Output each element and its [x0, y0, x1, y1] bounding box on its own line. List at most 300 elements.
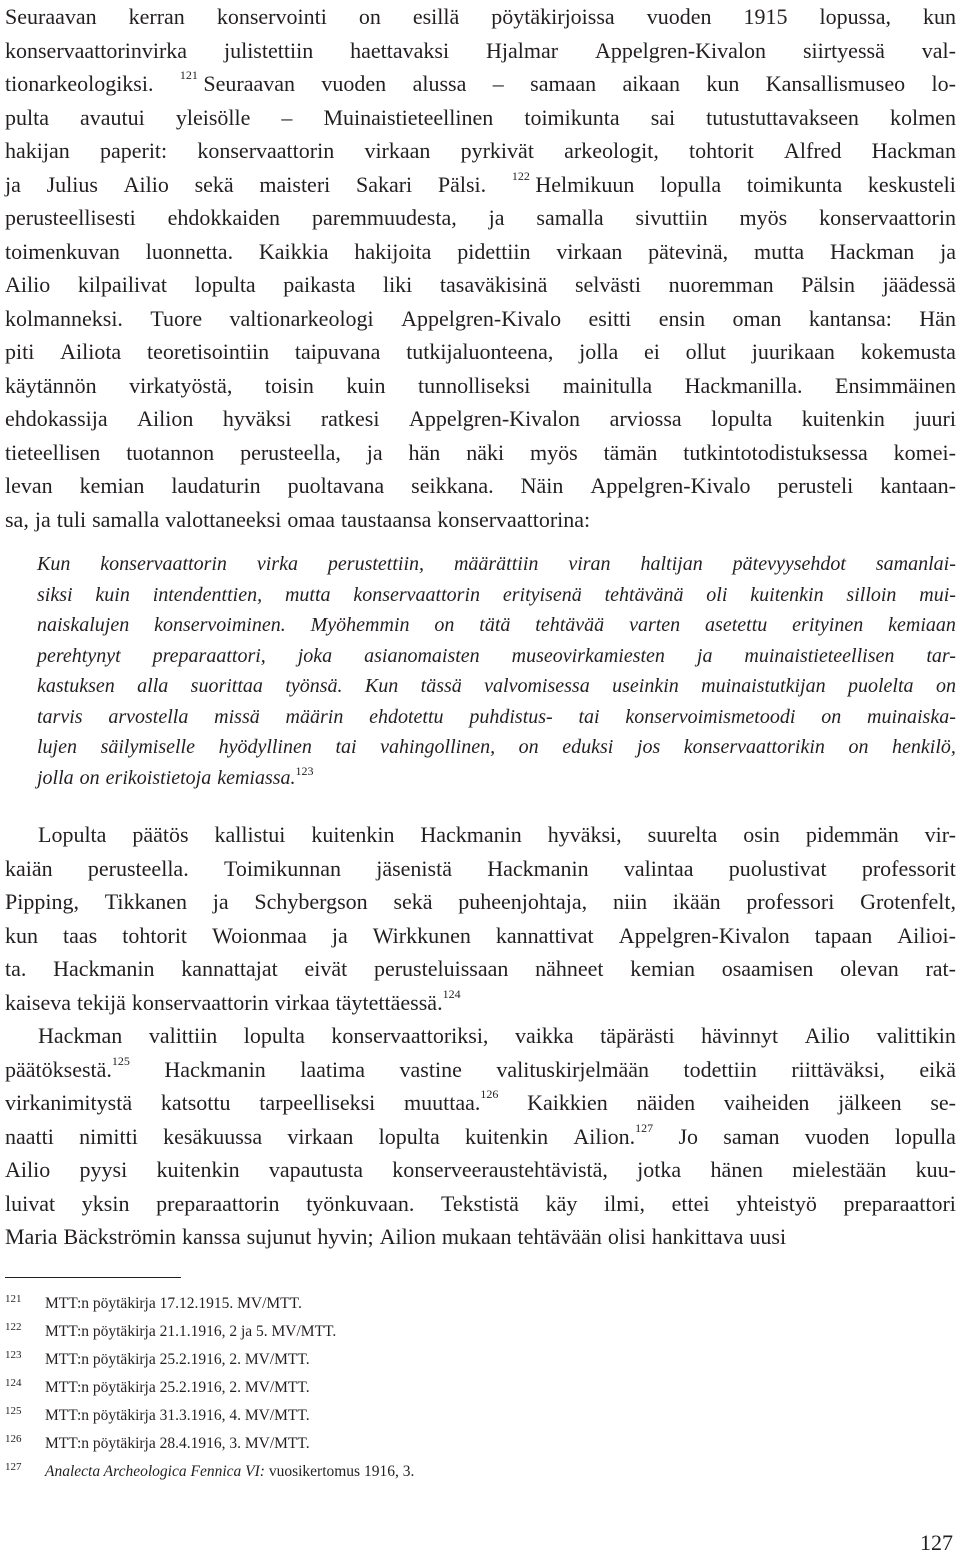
- word: virkanimitystä: [5, 1090, 133, 1115]
- word: valituskirjelmään: [496, 1056, 650, 1082]
- text-line: [5, 369, 956, 403]
- word: tar-: [926, 644, 956, 667]
- text-line: [37, 610, 956, 641]
- word: eivät: [304, 956, 348, 981]
- word: Bäckströmin: [63, 1224, 176, 1249]
- word: on: [434, 614, 455, 636]
- word: kun: [5, 922, 38, 948]
- word: selvästi: [574, 272, 641, 297]
- word: perusteli: [777, 473, 854, 498]
- word: sekä: [194, 171, 234, 197]
- paragraph-2-and-3: [5, 818, 956, 1254]
- word: tunnolliseksi: [417, 372, 531, 398]
- word: mutta: [754, 238, 805, 264]
- word: sujunut: [246, 1224, 312, 1249]
- word: Hackman: [829, 238, 915, 264]
- word: –: [492, 71, 504, 96]
- word: Toimikunnan: [223, 855, 341, 881]
- word: muuttaa.$^{126}$: [404, 1087, 499, 1115]
- word: julistettiin: [223, 37, 314, 63]
- word: jälkeen: [838, 1090, 902, 1115]
- word: kuin: [95, 583, 130, 606]
- word: silloin: [846, 583, 897, 606]
- text-line: [5, 986, 956, 1020]
- text-line: [5, 1086, 956, 1120]
- word: virkaan: [364, 138, 431, 163]
- word: Appelgren-Kivalo: [590, 473, 751, 498]
- text-line: [5, 34, 956, 68]
- word: mainitulla: [562, 372, 653, 398]
- word: kannattajat: [181, 956, 278, 981]
- footnote: [5, 1374, 905, 1402]
- word: Hackmanilla.: [684, 372, 803, 398]
- footnote: [5, 1290, 905, 1318]
- word: samalla: [536, 205, 604, 230]
- word: mukaan: [441, 1224, 512, 1249]
- footnote-text: MTT:n pöytäkirja 25.2.1916, 2. MV/MTT.: [45, 1379, 310, 1396]
- word: samaan: [530, 71, 597, 96]
- word: kastuksen: [37, 675, 115, 697]
- word: Kaikkien: [527, 1090, 608, 1115]
- text-line: [5, 1019, 956, 1053]
- word: tai: [578, 705, 600, 728]
- word: aikaan: [622, 71, 680, 96]
- word: keskusteli: [867, 171, 956, 197]
- word: Hackmanin: [420, 822, 522, 847]
- word: pyrkivät: [460, 138, 534, 163]
- text-line: [5, 134, 956, 168]
- word: hyödyllinen: [218, 736, 312, 758]
- word: perustettiin,: [327, 553, 425, 575]
- word: kemiassa.$^{123}$: [217, 763, 314, 789]
- word: lopulla: [894, 1123, 956, 1149]
- word: Hackmanin: [164, 1056, 266, 1082]
- word: kolmen: [889, 104, 956, 130]
- word: Tekstistä: [441, 1190, 519, 1216]
- text-line: [5, 67, 956, 101]
- word: jolla: [579, 339, 619, 364]
- word: kannattivat: [495, 922, 594, 948]
- word: hakijan: [5, 138, 70, 163]
- word: konservaattorin: [819, 205, 956, 230]
- word: intendenttien,: [152, 583, 263, 606]
- word: samalla: [92, 506, 160, 532]
- word: toimikunta: [746, 171, 843, 197]
- word: kuin: [346, 372, 386, 398]
- word: alla: [137, 675, 169, 697]
- word: konservaattorikin: [683, 736, 825, 758]
- word: suurelta: [647, 822, 718, 847]
- word: arviossa: [609, 406, 682, 431]
- word: konservaattorin: [100, 553, 227, 575]
- word: Ailioi-: [897, 922, 956, 948]
- word: ensin: [658, 305, 706, 331]
- word: vahingollinen,: [380, 736, 496, 758]
- word: Tikkanen: [104, 889, 188, 914]
- word: tarvis: [37, 705, 83, 728]
- word: Seuraavan: [5, 4, 97, 29]
- text-line: [37, 763, 956, 794]
- word: puheenjohtaja,: [458, 889, 588, 914]
- footnote: [5, 1458, 905, 1486]
- word: kuitenkin: [750, 583, 824, 606]
- text-line: [5, 201, 956, 235]
- word: useinkin: [612, 675, 679, 697]
- text-line: [5, 302, 956, 336]
- word: esitti: [588, 305, 632, 331]
- word: ja: [34, 506, 51, 532]
- word: kemian: [79, 473, 145, 498]
- word: tutkijaluonteena,: [406, 339, 554, 364]
- text-line: [5, 952, 956, 986]
- word: paremmuudesta,: [311, 205, 457, 230]
- word: kilpailivat: [77, 272, 168, 297]
- footnote-separator: [5, 1277, 181, 1278]
- word: yksin: [81, 1190, 130, 1216]
- word: valintaa: [623, 855, 694, 881]
- word: ollut: [685, 339, 727, 364]
- word: hyväksi: [222, 406, 292, 431]
- word: $^{121}$ Seuraavan: [179, 68, 296, 96]
- word: valtionarkeologi: [229, 305, 374, 331]
- word: eduksi: [562, 736, 614, 758]
- word: vuoden: [804, 1123, 870, 1149]
- word: tuli: [56, 506, 87, 532]
- word: muinaistutkijan: [701, 675, 826, 697]
- word: Appelgren-Kivalo: [401, 305, 562, 331]
- word: teoretisointiin: [146, 339, 270, 364]
- word: tutustuttavakseen: [706, 104, 859, 130]
- word: virka: [256, 553, 298, 575]
- word: Julius: [46, 171, 98, 197]
- word: oman: [732, 305, 782, 331]
- word: hyväksi,: [547, 822, 622, 847]
- word: käy: [545, 1190, 578, 1216]
- word: pätevyysehdot: [732, 553, 846, 575]
- footnote-italic-title: Analecta Archeologica Fennica VI:: [45, 1463, 265, 1480]
- word: hänen: [710, 1157, 763, 1182]
- word: Appelgren-Kivalon: [409, 406, 581, 431]
- block-quote: [37, 549, 956, 793]
- word: mui-: [919, 583, 956, 606]
- word: puolustivat: [728, 855, 827, 881]
- word: Ailion.$^{127}$: [573, 1120, 654, 1149]
- footnote-rest: vuosikertomus 1916, 3.: [264, 1463, 415, 1480]
- word: saman: [723, 1123, 780, 1149]
- word: paikasta: [283, 272, 356, 297]
- word: erikoistietoja: [105, 766, 212, 789]
- word: ilmi,: [604, 1190, 645, 1216]
- footnote: [5, 1346, 905, 1374]
- word: toimenkuvan: [5, 238, 120, 264]
- word: konservaattorinvirka: [5, 37, 188, 63]
- footnote-number: 123: [5, 1349, 22, 1361]
- word: arvostella: [108, 705, 189, 728]
- word: omaa: [287, 506, 335, 532]
- word: tehtävänä: [604, 583, 684, 606]
- word: seikkana.: [411, 473, 494, 498]
- word: 1915: [743, 4, 788, 29]
- word: kun: [706, 71, 740, 96]
- footnote-text: MTT:n pöytäkirja 21.1.1916, 2 ja 5. MV/MTT.: [45, 1323, 337, 1340]
- word: val-: [921, 37, 956, 63]
- word: jolla: [37, 766, 74, 789]
- word: Lopulta: [38, 822, 107, 847]
- footnote: [5, 1318, 905, 1346]
- word: ratkesi: [320, 406, 380, 431]
- word: perehtynyt: [37, 644, 121, 667]
- word: kerran: [128, 4, 185, 29]
- word: on: [79, 766, 100, 789]
- word: ei: [644, 339, 660, 364]
- word: kuitenkin: [801, 406, 885, 431]
- footnote-number: 121: [5, 1293, 22, 1305]
- word: lo-: [931, 71, 956, 96]
- word: ja: [5, 171, 21, 197]
- footnote-number: 122: [5, 1321, 22, 1333]
- word: riittäväksi,: [791, 1056, 885, 1082]
- word: pulta: [5, 104, 49, 130]
- word: vuoden: [646, 4, 712, 29]
- text-line: [5, 1153, 956, 1187]
- word: Hän: [919, 305, 956, 331]
- word: hankittava: [651, 1224, 744, 1249]
- word: jotka: [637, 1157, 682, 1182]
- text-line: [37, 671, 956, 702]
- word: –: [281, 104, 293, 130]
- word: virkatyöstä,: [129, 372, 233, 398]
- word: lopulla: [660, 171, 722, 197]
- word: Kansallismuseo: [765, 71, 906, 96]
- word: konservaattoriksi,: [331, 1023, 489, 1048]
- word: ja: [331, 922, 348, 948]
- word: nimitti: [79, 1123, 138, 1149]
- word: kuitenkin: [465, 1123, 549, 1149]
- word: tässä: [420, 675, 462, 697]
- word: Ailio: [5, 1157, 51, 1182]
- word: Tuore: [150, 305, 203, 331]
- word: säilymiselle: [100, 736, 195, 758]
- word: tuotannon: [126, 439, 215, 465]
- word: konservoimismetoodi: [625, 705, 796, 728]
- word: valittiin: [148, 1023, 218, 1048]
- word: hakijoita: [354, 238, 432, 264]
- word: valittikin: [876, 1023, 956, 1048]
- text-line: [5, 235, 956, 269]
- text-line: [5, 0, 956, 34]
- word: Wirkkunen: [372, 922, 471, 948]
- word: tionarkeologiksi.: [5, 71, 154, 96]
- word: on: [821, 705, 842, 728]
- word: Pälsi.: [437, 171, 487, 197]
- word: kallistui: [214, 822, 286, 847]
- word: tohtorit: [122, 922, 188, 948]
- word: Muinaistieteellinen: [323, 104, 494, 130]
- word: tohtorit: [689, 138, 754, 163]
- text-line: [5, 268, 956, 302]
- word: Ailion: [137, 406, 194, 431]
- word: konservaattorin: [131, 989, 269, 1015]
- word: rat-: [925, 956, 956, 981]
- word: päätös: [132, 822, 189, 847]
- text-line: [5, 101, 956, 135]
- word: kaiseva: [5, 989, 71, 1015]
- word: professorit: [861, 855, 956, 881]
- word: vir-: [924, 822, 956, 847]
- text-line: [5, 919, 956, 953]
- word: käytännön: [5, 372, 97, 398]
- word: kokemusta: [860, 339, 956, 364]
- footnote-number: 125: [5, 1405, 22, 1417]
- word: Ailion: [379, 1224, 436, 1249]
- word: perusteluissaan: [373, 956, 509, 981]
- word: perusteella,: [240, 439, 341, 465]
- word: juuri: [914, 406, 956, 431]
- text-line: [5, 852, 956, 886]
- word: luonnetta.: [145, 238, 234, 264]
- text-line: [5, 168, 956, 202]
- word: Ailio: [5, 272, 51, 297]
- word: kanssa: [181, 1224, 241, 1249]
- word: Hackmanin: [53, 956, 155, 981]
- footnote-number: 126: [5, 1433, 22, 1445]
- word: yhteistyö: [736, 1190, 817, 1216]
- word: osin: [743, 822, 780, 847]
- word: tieteellisen: [5, 439, 101, 465]
- footnote-number: 127: [5, 1461, 22, 1473]
- word: taipuvana: [294, 339, 381, 364]
- word: Hackman: [871, 138, 956, 163]
- word: levan: [5, 473, 53, 498]
- text-line: [37, 549, 956, 580]
- word: siksi: [37, 583, 73, 606]
- word: puolelta: [848, 675, 914, 697]
- page-number: 127: [920, 1530, 953, 1555]
- word: Hackmanin: [487, 855, 589, 881]
- word: konservoiminen.: [154, 614, 286, 636]
- word: perusteella.: [87, 855, 189, 881]
- word: ehdokassija: [5, 406, 108, 431]
- word: preparaattorin: [156, 1190, 280, 1216]
- word: myös: [529, 439, 578, 465]
- word: naiskalujen: [37, 614, 130, 636]
- word: konservaattorina:: [437, 506, 591, 532]
- word: professori: [746, 889, 835, 914]
- word: $^{122}$ Helmikuun: [511, 168, 635, 197]
- word: lopulta: [243, 1023, 305, 1048]
- text-line: [37, 641, 956, 672]
- word: Hjalmar: [485, 37, 559, 63]
- word: asianomaisten: [364, 644, 480, 667]
- word: määrin: [285, 705, 344, 728]
- word: paperit:: [99, 138, 168, 163]
- word: tämän: [603, 439, 658, 465]
- word: täytettäessä.$^{124}$: [335, 986, 461, 1015]
- word: muinaistieteellisen: [744, 644, 895, 667]
- footnote-number: 124: [5, 1377, 22, 1389]
- word: Appelgren-Kivalon: [618, 922, 790, 948]
- word: ja: [488, 205, 505, 230]
- word: Kaikkia: [258, 238, 329, 264]
- word: tasaväkisinä: [439, 272, 548, 297]
- word: henkilö,: [892, 736, 956, 758]
- text-line: [5, 1220, 956, 1254]
- word: ja: [366, 439, 383, 465]
- word: virkaa: [274, 989, 330, 1015]
- word: on: [935, 675, 956, 697]
- text-line: [5, 335, 956, 369]
- word: juurikaan: [751, 339, 835, 364]
- word: määrättiin: [453, 553, 539, 575]
- word: vastine: [399, 1056, 462, 1082]
- word: kolmanneksi.: [5, 305, 123, 331]
- word: kantaan-: [880, 473, 956, 498]
- footnote-text: MTT:n pöytäkirja 17.12.1915. MV/MTT.: [45, 1295, 302, 1312]
- word: piti: [5, 339, 35, 364]
- word: puhdistus-: [469, 705, 553, 728]
- word: komei-: [893, 439, 956, 465]
- word: sekä: [393, 889, 433, 914]
- word: alussa: [412, 71, 467, 96]
- word: Ailio: [804, 1023, 850, 1048]
- word: Ailio: [123, 171, 169, 197]
- word: taas: [63, 922, 98, 948]
- word: jäädessä: [882, 272, 956, 297]
- word: kemiaan: [888, 614, 956, 636]
- text-line: [37, 732, 956, 763]
- word: pöytäkirjoissa: [491, 4, 615, 29]
- word: Myöhemmin: [310, 614, 410, 636]
- word: samanlai-: [875, 553, 956, 575]
- word: katsottu: [160, 1090, 231, 1115]
- word: preparaattori,: [152, 644, 266, 667]
- word: Ensimmäinen: [835, 372, 956, 398]
- word: osaamisen: [721, 956, 814, 981]
- word: pätevinä,: [648, 238, 729, 264]
- word: pidettiin: [457, 238, 531, 264]
- word: Jo: [678, 1123, 698, 1149]
- footnote: [5, 1402, 905, 1430]
- word: Alfred: [784, 138, 842, 163]
- word: taustaansa: [341, 506, 432, 532]
- word: kuitenkin: [156, 1157, 240, 1182]
- word: yleisölle: [175, 104, 251, 130]
- word: lopulta: [194, 272, 256, 297]
- word: museovirkamiesten: [511, 644, 665, 667]
- word: Schybergson: [254, 889, 368, 914]
- word: naatti: [5, 1123, 54, 1149]
- word: erityisenä: [502, 583, 582, 606]
- footnote-text: MTT:n pöytäkirja 25.2.1916, 2. MV/MTT.: [45, 1351, 310, 1368]
- word: liki: [382, 272, 413, 297]
- text-line: [37, 702, 956, 733]
- text-line: [5, 818, 956, 852]
- word: suorittaa: [190, 675, 263, 697]
- word: pidemmän: [805, 822, 899, 847]
- text-line: [37, 580, 956, 611]
- word: puoltavana: [287, 473, 385, 498]
- word: työnsä.: [285, 675, 343, 697]
- word: Grotenfelt,: [860, 889, 956, 914]
- word: olisi: [607, 1224, 646, 1249]
- word: kesäkuussa: [163, 1123, 263, 1149]
- word: tapaan: [814, 922, 873, 948]
- word: Maria: [5, 1224, 58, 1249]
- word: ikään: [672, 889, 721, 914]
- word: ja: [940, 238, 956, 264]
- footnote-text: MTT:n pöytäkirja 31.3.1916, 4. MV/MTT.: [45, 1407, 310, 1424]
- word: Pipping,: [5, 889, 79, 914]
